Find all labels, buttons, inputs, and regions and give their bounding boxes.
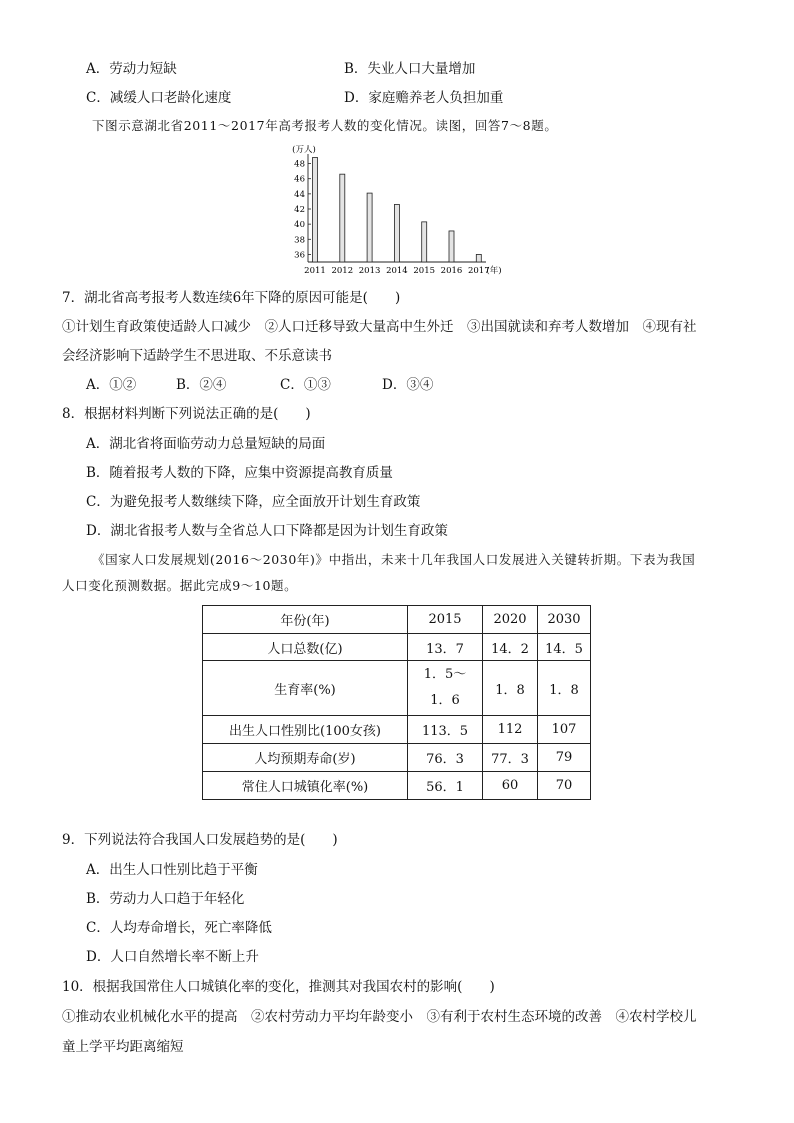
table-header-cell: 2015 xyxy=(408,606,483,634)
table-cell: 79 xyxy=(538,744,591,772)
q10-choices-line2: 童上学平均距离缩短 xyxy=(62,1039,184,1055)
q8-option-a: A．湖北省将面临劳动力总量短缺的局面 xyxy=(86,436,326,452)
table-cell xyxy=(408,661,483,716)
table-header-cell: 2020 xyxy=(483,606,538,634)
q9-stem: 9．下列说法符合我国人口发展趋势的是( ) xyxy=(62,832,338,848)
bar-2011 xyxy=(313,158,318,262)
q9-option-d: D．人口自然增长率不断上升 xyxy=(86,949,259,965)
y-tick-label: 42 xyxy=(294,205,305,215)
q10-stem: 10．根据我国常住人口城镇化率的变化，推测其对我国农村的影响( ) xyxy=(62,979,495,995)
bar-2016 xyxy=(449,231,454,262)
x-tick-label: 2014 xyxy=(386,266,408,276)
q6-option-a: A．劳动力短缺 xyxy=(86,61,177,77)
q10-choices-line1: ①推动农业机械化水平的提高 ②农村劳动力平均年龄变小 ③有利于农村生态环境的改善 ④农村学校儿 xyxy=(62,1009,697,1025)
q7-option-d: D．③④ xyxy=(382,377,434,393)
table-header-cell: 2030 xyxy=(538,606,591,634)
q9-option-c: C．人均寿命增长，死亡率降低 xyxy=(86,920,272,936)
bar-2013 xyxy=(367,193,372,262)
q8-option-b: B．随着报考人数的下降，应集中资源提高教育质量 xyxy=(86,465,393,481)
table-cell: 107 xyxy=(538,716,591,744)
table-cell: 77．3 xyxy=(483,744,538,772)
table-cell: 14．5 xyxy=(538,634,591,661)
q6-option-b: B．失业人口大量增加 xyxy=(344,61,476,77)
x-axis-label: (年) xyxy=(486,266,502,276)
q7-choices-line1: ①计划生育政策使适龄人口减少 ②人口迁移导致大量高中生外迁 ③出国就读和弃考人数增加 ④现有社 xyxy=(62,319,697,335)
table-row xyxy=(203,661,591,716)
intro-9-10-line1: 《国家人口发展规划(2016～2030年)》中指出，未来十几年我国人口发展进入关键转折期。下表为我国 xyxy=(92,552,696,567)
table-cell: 70 xyxy=(538,772,591,800)
table-cell: 人均预期寿命(岁) xyxy=(203,744,408,772)
table-cell: 1．8 xyxy=(483,661,538,716)
table-cell-line: 1．5～ xyxy=(423,667,467,682)
y-tick-label: 38 xyxy=(294,235,305,246)
table-header-cell: 年份(年) xyxy=(203,606,408,634)
x-tick-label: 2017 xyxy=(467,266,490,276)
table-cell: 生育率(%) xyxy=(203,661,408,716)
q8-option-d: D．湖北省报考人数与全省总人口下降都是因为计划生育政策 xyxy=(86,523,448,539)
q6-option-d: D．家庭赡养老人负担加重 xyxy=(344,90,504,106)
table-cell: 1．8 xyxy=(538,661,591,716)
table-cell-line: 1．6 xyxy=(430,693,460,708)
y-tick-label: 40 xyxy=(294,220,305,231)
x-tick-label: 2012 xyxy=(331,266,354,276)
exam-takers-bar-chart xyxy=(276,142,536,282)
q7-option-a: A．①② xyxy=(86,377,137,393)
table-row xyxy=(203,634,591,661)
population-forecast-table xyxy=(202,605,591,800)
table-cell: 13．7 xyxy=(408,634,483,661)
table-row xyxy=(203,716,591,744)
y-tick-label: 48 xyxy=(294,159,305,170)
intro-9-10-line2: 人口变化预测数据。据此完成9～10题。 xyxy=(62,578,298,593)
bar-2014 xyxy=(394,204,399,262)
q7-choices-line2: 会经济影响下适龄学生不思进取、不乐意读书 xyxy=(62,348,332,364)
table-cell: 出生人口性别比(100女孩) xyxy=(203,716,408,744)
y-tick-label: 46 xyxy=(294,174,305,185)
x-tick-label: 2015 xyxy=(413,266,436,276)
y-axis-label: (万人) xyxy=(292,145,316,155)
table-cell: 112 xyxy=(483,716,538,744)
bar-2017 xyxy=(476,254,481,262)
q8-stem: 8．根据材料判断下列说法正确的是( ) xyxy=(62,406,311,422)
table-cell: 113．5 xyxy=(408,716,483,744)
table-cell: 常住人口城镇化率(%) xyxy=(203,772,408,800)
x-tick-label: 2011 xyxy=(304,266,326,276)
q9-option-a: A．出生人口性别比趋于平衡 xyxy=(86,862,258,878)
table-row xyxy=(203,744,591,772)
table-cell: 14．2 xyxy=(483,634,538,661)
bar-2012 xyxy=(340,174,345,262)
table-cell: 56．1 xyxy=(408,772,483,800)
q6-option-c: C．减缓人口老龄化速度 xyxy=(86,90,232,106)
table-row xyxy=(203,772,591,800)
q7-option-b: B．②④ xyxy=(176,377,227,393)
table-header-row xyxy=(203,606,591,634)
y-tick-label: 36 xyxy=(294,250,305,261)
q9-option-b: B．劳动力人口趋于年轻化 xyxy=(86,891,245,907)
q8-option-c: C．为避免报考人数继续下降，应全面放开计划生育政策 xyxy=(86,494,421,510)
y-tick-label: 44 xyxy=(294,189,305,200)
x-tick-label: 2013 xyxy=(358,266,381,276)
bar-2015 xyxy=(422,222,427,262)
q7-stem: 7．湖北省高考报考人数连续6年下降的原因可能是( ) xyxy=(62,290,401,306)
q7-option-c: C．①③ xyxy=(280,377,331,393)
x-tick-label: 2016 xyxy=(440,266,463,276)
table-cell: 76．3 xyxy=(408,744,483,772)
intro-7-8: 下图示意湖北省2011～2017年高考报考人数的变化情况。读图，回答7～8题。 xyxy=(92,118,558,133)
table-cell: 60 xyxy=(483,772,538,800)
table-cell: 人口总数(亿) xyxy=(203,634,408,661)
